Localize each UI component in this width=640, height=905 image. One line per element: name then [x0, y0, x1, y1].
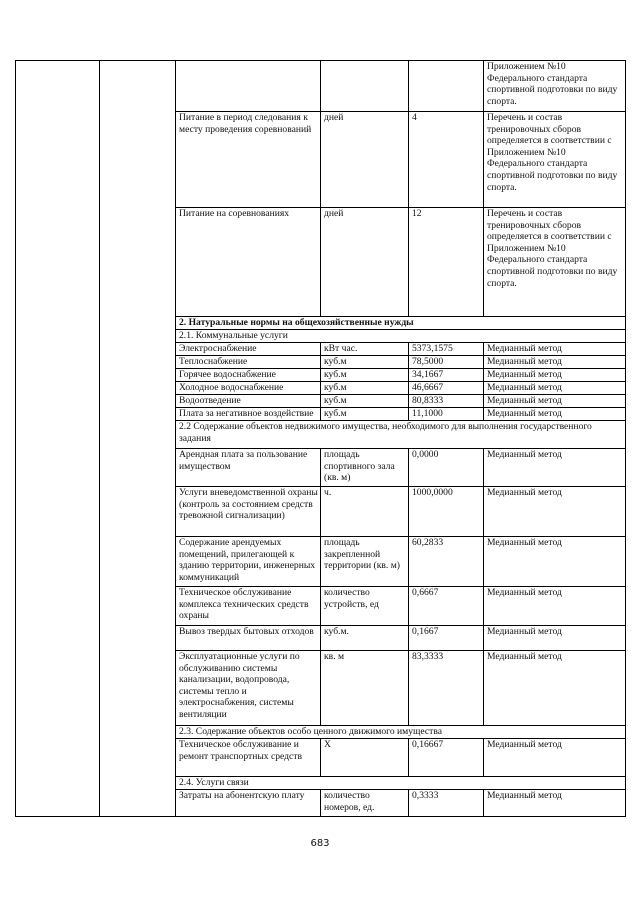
item-unit: дней: [321, 208, 409, 317]
item-value: 60,2833: [409, 537, 484, 587]
item-unit: куб.м: [321, 369, 409, 382]
outer-column-1: [16, 61, 100, 817]
item-value: 0,3333: [409, 790, 484, 817]
item-value: 0,1667: [409, 626, 484, 651]
item-method: Медианный метод: [484, 382, 626, 395]
item-unit: куб.м: [321, 408, 409, 421]
item-unit: количество номеров, ед.: [321, 790, 409, 817]
item-name: [176, 61, 321, 112]
item-name: Арендная плата за пользование имуществом: [176, 449, 321, 487]
item-name: Холодное водоснабжение: [176, 382, 321, 395]
item-name: Плата за негативное воздействие: [176, 408, 321, 421]
item-unit: Х: [321, 739, 409, 777]
item-name: Эксплуатационные услуги по обслуживанию системы канализации, водопровода, системы тепло и электроснабжения, системы вентиляции: [176, 651, 321, 726]
item-method: Медианный метод: [484, 449, 626, 487]
item-value: [409, 61, 484, 112]
item-value: 0,0000: [409, 449, 484, 487]
outer-column-2: [100, 61, 176, 817]
item-value: 5373,1575: [409, 343, 484, 356]
item-unit: куб.м: [321, 356, 409, 369]
item-unit: ч.: [321, 487, 409, 537]
item-value: 46,6667: [409, 382, 484, 395]
item-value: 83,3333: [409, 651, 484, 726]
item-unit: площадь спортивного зала (кв. м): [321, 449, 409, 487]
item-value: 0,6667: [409, 587, 484, 626]
item-method: Перечень и состав тренировочных сборов определяется в соответствии с Приложением №10 Федерального стандарта спортивной подготовки по виду спорта.: [484, 208, 626, 317]
item-method: Перечень и состав тренировочных сборов определяется в соответствии с Приложением №10 Федерального стандарта спортивной подготовки по виду спорта.: [484, 112, 626, 208]
item-value: 1000,0000: [409, 487, 484, 537]
item-method: Медианный метод: [484, 651, 626, 726]
section-heading: 2.1. Коммунальные услуги: [176, 330, 626, 343]
item-value: 12: [409, 208, 484, 317]
item-name: Вывоз твердых бытовых отходов: [176, 626, 321, 651]
item-name: Содержание арендуемых помещений, прилегающей к зданию территории, инженерных коммуникаций: [176, 537, 321, 587]
item-method: Медианный метод: [484, 408, 626, 421]
page-number: 683: [310, 838, 330, 849]
item-value: 4: [409, 112, 484, 208]
item-method: Медианный метод: [484, 587, 626, 626]
item-unit: куб.м: [321, 395, 409, 408]
section-heading: 2.2 Содержание объектов недвижимого имущества, необходимого для выполнения государственного задания: [176, 421, 626, 449]
item-value: 0,16667: [409, 739, 484, 777]
item-unit: [321, 61, 409, 112]
item-name: Питание на соревнованиях: [176, 208, 321, 317]
item-unit: кВт час.: [321, 343, 409, 356]
item-method: Медианный метод: [484, 626, 626, 651]
norms-table: [15, 60, 626, 817]
item-name: Техническое обслуживание комплекса технических средств охраны: [176, 587, 321, 626]
item-name: Техническое обслуживание и ремонт транспортных средств: [176, 739, 321, 777]
item-name: Водоотведение: [176, 395, 321, 408]
item-unit: дней: [321, 112, 409, 208]
item-method: Медианный метод: [484, 356, 626, 369]
item-method: Медианный метод: [484, 487, 626, 537]
section-heading: 2. Натуральные нормы на общехозяйственные нужды: [176, 317, 626, 330]
item-value: 11,1000: [409, 408, 484, 421]
item-value: 34,1667: [409, 369, 484, 382]
item-method: Приложением №10 Федерального стандарта спортивной подготовки по виду спорта.: [484, 61, 626, 112]
item-name: Теплоснабжение: [176, 356, 321, 369]
item-method: Медианный метод: [484, 537, 626, 587]
item-unit: кв. м: [321, 651, 409, 726]
item-method: Медианный метод: [484, 739, 626, 777]
item-name: Услуги вневедомственной охраны (контроль за состоянием средств тревожной сигнализации): [176, 487, 321, 537]
item-name: Электроснабжение: [176, 343, 321, 356]
item-unit: куб.м: [321, 382, 409, 395]
norms-table-body: [16, 61, 626, 817]
item-unit: площадь закрепленной территории (кв. м): [321, 537, 409, 587]
table-row: [16, 61, 626, 112]
item-value: 78,5000: [409, 356, 484, 369]
item-name: Горячее водоснабжение: [176, 369, 321, 382]
item-method: Медианный метод: [484, 395, 626, 408]
item-unit: куб.м.: [321, 626, 409, 651]
item-name: Затраты на абонентскую плату: [176, 790, 321, 817]
item-method: Медианный метод: [484, 790, 626, 817]
item-method: Медианный метод: [484, 343, 626, 356]
section-heading: 2.4. Услуги связи: [176, 777, 626, 790]
item-unit: количество устройств, ед: [321, 587, 409, 626]
item-value: 80,8333: [409, 395, 484, 408]
item-method: Медианный метод: [484, 369, 626, 382]
item-name: Питание в период следования к месту проведения соревнований: [176, 112, 321, 208]
section-heading: 2.3. Содержание объектов особо ценного движимого имущества: [176, 726, 626, 739]
